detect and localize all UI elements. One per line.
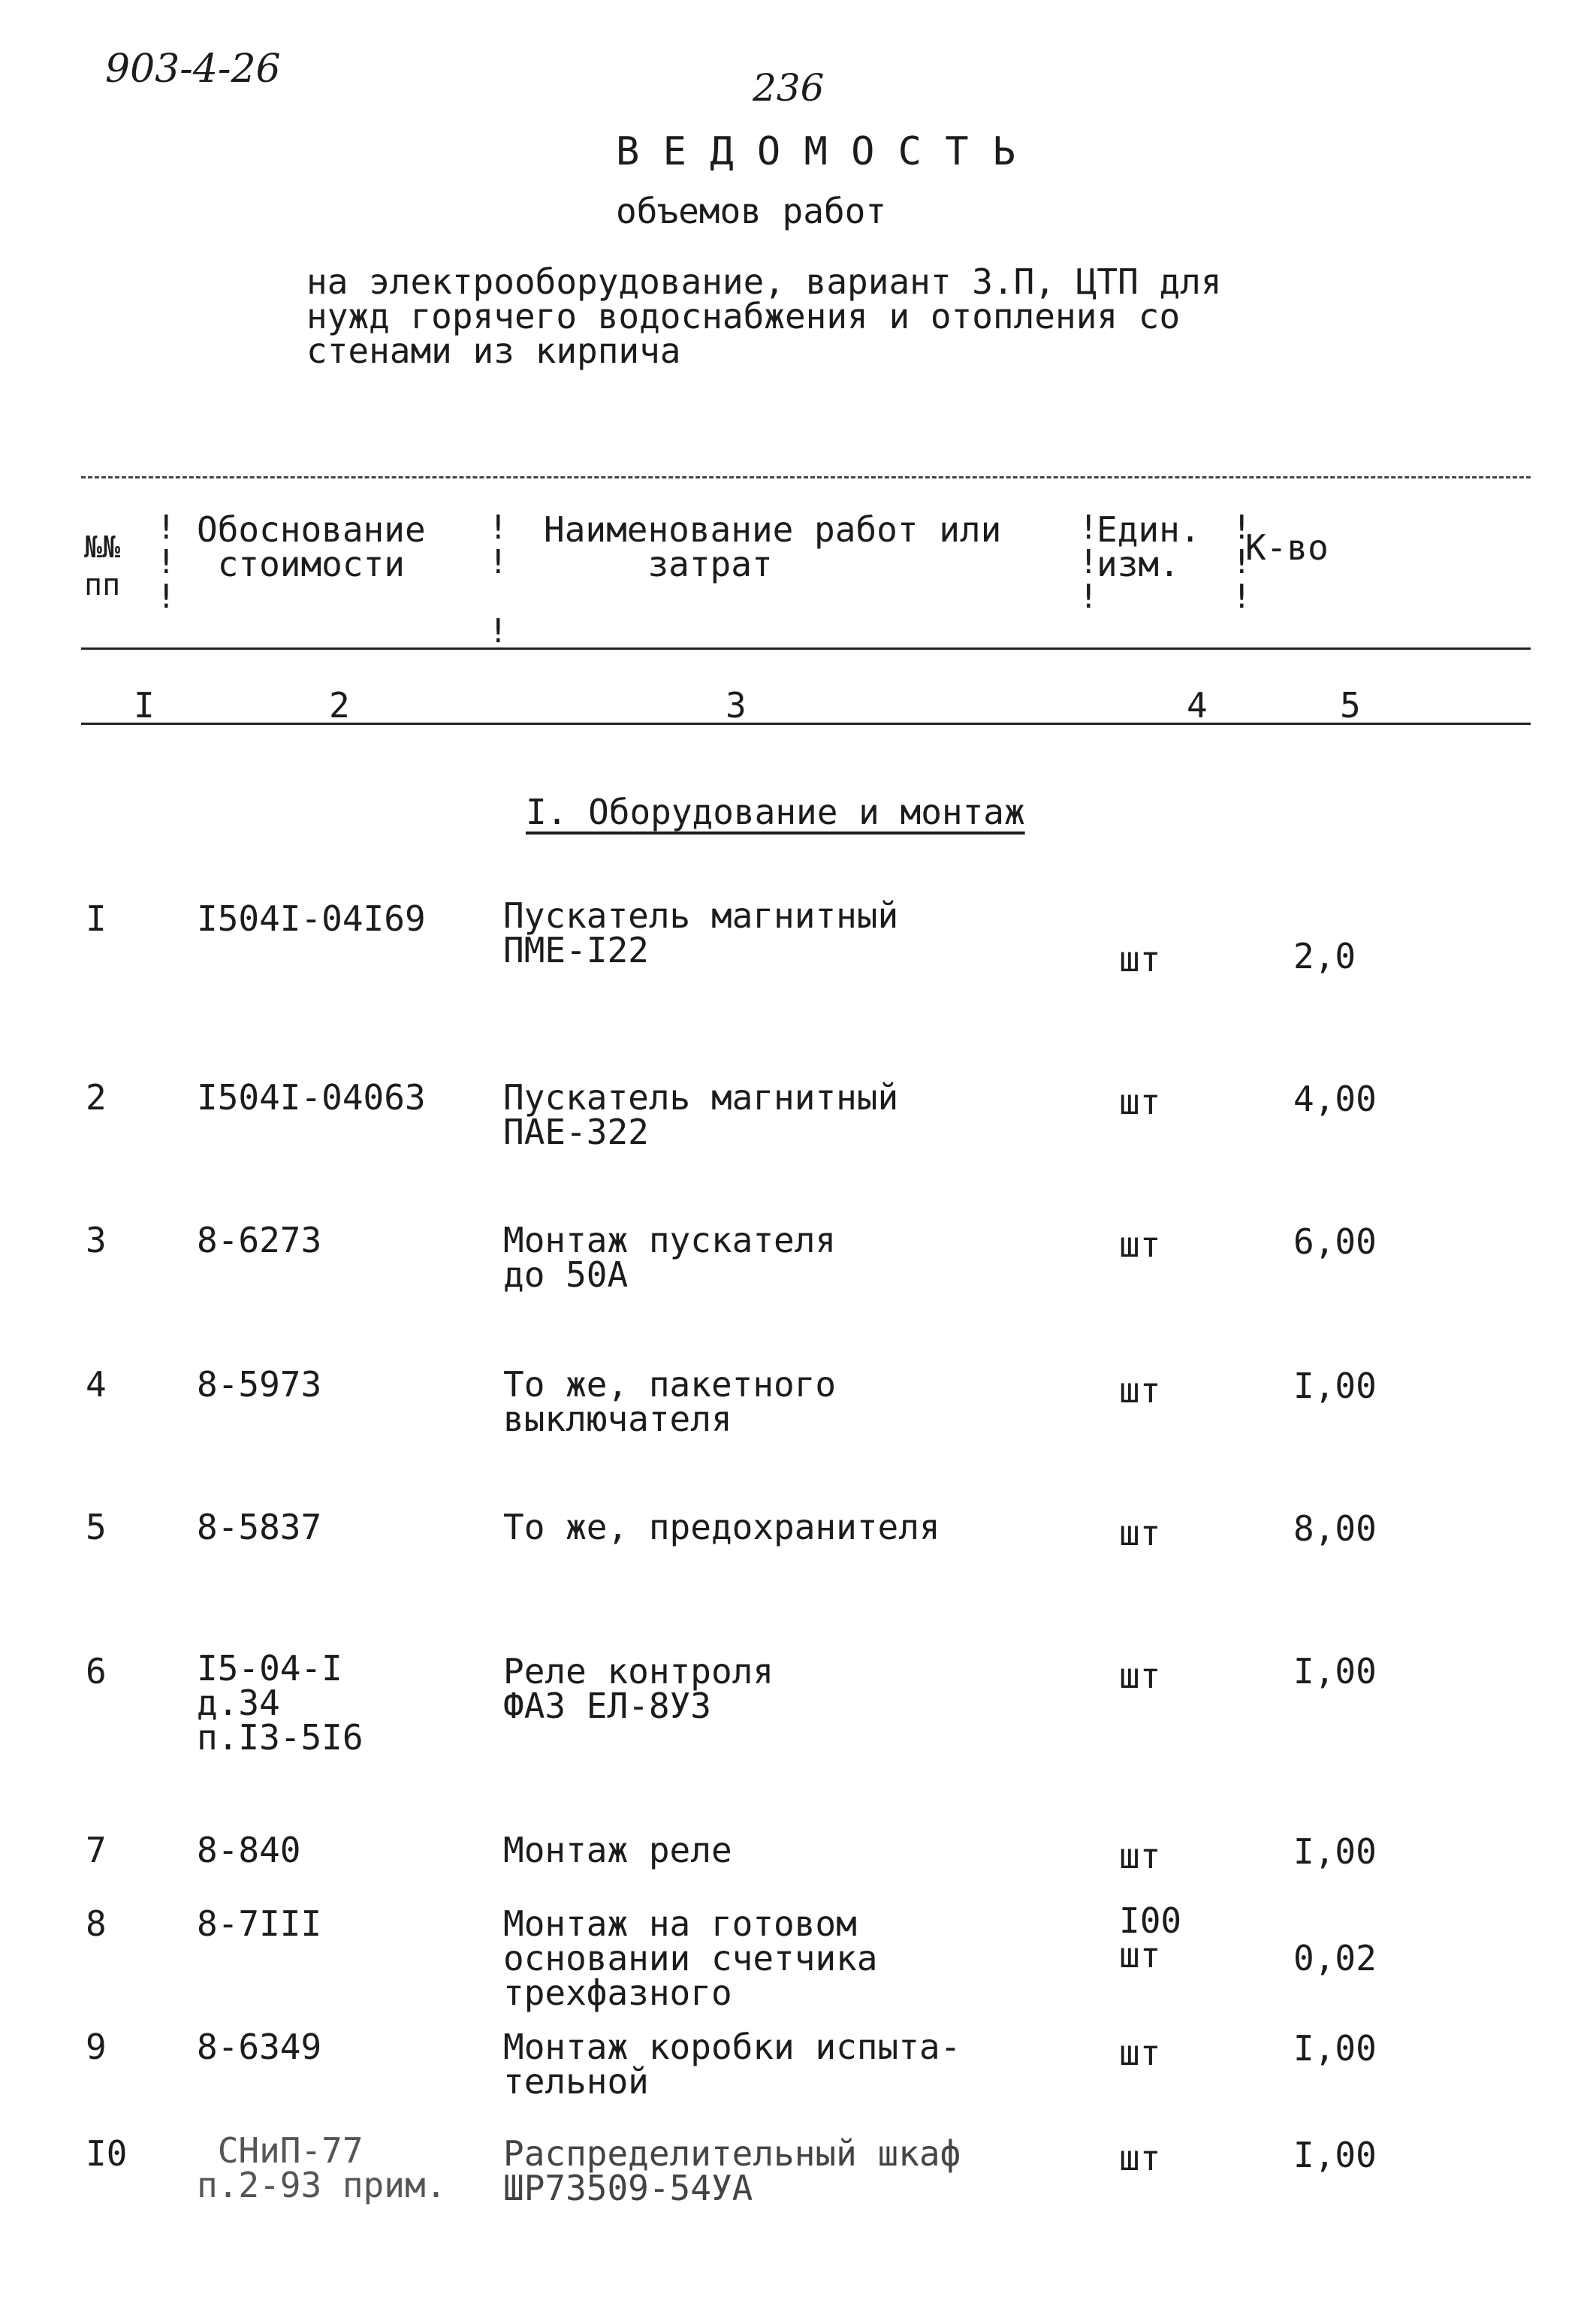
row-name: Распределительный шкаф ШР73509-54УА bbox=[503, 2133, 961, 2208]
row-unit: шт bbox=[1119, 1224, 1161, 1265]
row-basis: СНиП-77 п.2-93 прим. bbox=[197, 2130, 447, 2205]
row-basis: I504I-04I69 bbox=[197, 898, 426, 939]
header-unit: Един. изм. bbox=[1097, 509, 1201, 584]
row-qty: I,00 bbox=[1293, 2028, 1377, 2069]
document-code: 903-4-26 bbox=[105, 47, 281, 92]
row-num: 9 bbox=[86, 2027, 107, 2067]
row-unit: шт bbox=[1119, 939, 1161, 979]
document-description: на электрооборудование, вариант 3.П, ЦТП для нужд горячего водоснабжения и отопления со стенами из кирпича bbox=[306, 261, 1222, 371]
row-unit: шт bbox=[1119, 1836, 1161, 1876]
column-number: 2 bbox=[329, 685, 350, 726]
row-qty: 4,00 bbox=[1293, 1079, 1377, 1119]
row-name: Пускатель магнитный ПАЕ-322 bbox=[503, 1077, 899, 1152]
row-qty: 0,02 bbox=[1293, 1938, 1377, 1979]
row-num: 8 bbox=[86, 1903, 107, 1944]
row-unit: I00 шт bbox=[1119, 1900, 1182, 1975]
section-title: I. Оборудование и монтаж bbox=[526, 792, 1025, 832]
header-qty: К-во bbox=[1245, 527, 1329, 568]
row-qty: I,00 bbox=[1293, 1651, 1377, 1692]
row-name: То же, пакетного выключателя bbox=[503, 1364, 837, 1439]
header-basis: Обоснование стоимости bbox=[197, 509, 426, 584]
row-unit: шт bbox=[1119, 2033, 1161, 2073]
row-num: 4 bbox=[86, 1364, 107, 1405]
row-qty: 2,0 bbox=[1293, 936, 1356, 976]
row-unit: шт bbox=[1119, 1656, 1161, 1696]
row-name: Пускатель магнитный ПМЕ-I22 bbox=[503, 895, 899, 970]
column-number: 3 bbox=[726, 685, 747, 726]
header-separator: ! ! ! bbox=[1232, 509, 1252, 616]
row-basis: 8-5837 bbox=[197, 1507, 322, 1547]
row-num: 7 bbox=[86, 1830, 107, 1870]
row-num: I bbox=[86, 898, 107, 939]
row-basis: 8-7III bbox=[197, 1903, 322, 1944]
row-num: 3 bbox=[86, 1220, 107, 1260]
header-separator: ! ! ! bbox=[156, 509, 176, 616]
row-name: Монтаж пускателя до 50А bbox=[503, 1220, 837, 1295]
row-qty: I,00 bbox=[1293, 1366, 1377, 1406]
row-num: I0 bbox=[86, 2133, 128, 2174]
row-qty: 6,00 bbox=[1293, 1221, 1377, 1262]
row-num: 5 bbox=[86, 1507, 107, 1547]
page-number: 236 bbox=[753, 66, 825, 110]
header-bottom-rule bbox=[81, 647, 1531, 650]
colnum-bottom-rule bbox=[81, 723, 1531, 725]
row-name: Реле контроля ФАЗ ЕЛ-8УЗ bbox=[503, 1651, 774, 1726]
row-unit: шт bbox=[1119, 1513, 1161, 1553]
row-name: Монтаж на готовом основании счетчика трехфазного bbox=[503, 1903, 878, 2013]
header-num: №№ пп bbox=[84, 530, 121, 602]
row-name: То же, предохранителя bbox=[503, 1507, 940, 1547]
column-number: I bbox=[134, 685, 155, 726]
row-unit: шт bbox=[1119, 1370, 1161, 1411]
header-separator: ! ! ! bbox=[1079, 509, 1099, 616]
header-name: Наименование работ или затрат bbox=[544, 509, 1002, 584]
row-num: 2 bbox=[86, 1077, 107, 1118]
row-num: 6 bbox=[86, 1651, 107, 1692]
row-basis: 8-6273 bbox=[197, 1220, 322, 1260]
row-basis: 8-5973 bbox=[197, 1364, 322, 1405]
document-subtitle: объемов работ bbox=[616, 191, 887, 231]
row-name: Монтаж реле bbox=[503, 1830, 732, 1870]
row-basis: I5-04-I д.34 п.I3-5I6 bbox=[197, 1648, 364, 1758]
row-qty: I,00 bbox=[1293, 2135, 1377, 2175]
column-number: 4 bbox=[1187, 685, 1208, 726]
row-qty: 8,00 bbox=[1293, 1508, 1377, 1549]
header-separator: ! ! ! bbox=[488, 509, 508, 650]
document-title: В Е Д О М О С Т Ь bbox=[616, 129, 1016, 174]
row-basis: 8-840 bbox=[197, 1830, 301, 1870]
row-basis: I504I-04063 bbox=[197, 1077, 426, 1118]
row-name: Монтаж коробки испыта- тельной bbox=[503, 2027, 961, 2102]
column-number: 5 bbox=[1340, 685, 1361, 726]
row-basis: 8-6349 bbox=[197, 2027, 322, 2067]
row-qty: I,00 bbox=[1293, 1831, 1377, 1872]
row-unit: шт bbox=[1119, 1082, 1161, 1122]
header-top-rule bbox=[81, 476, 1531, 478]
row-unit: шт bbox=[1119, 2138, 1161, 2178]
